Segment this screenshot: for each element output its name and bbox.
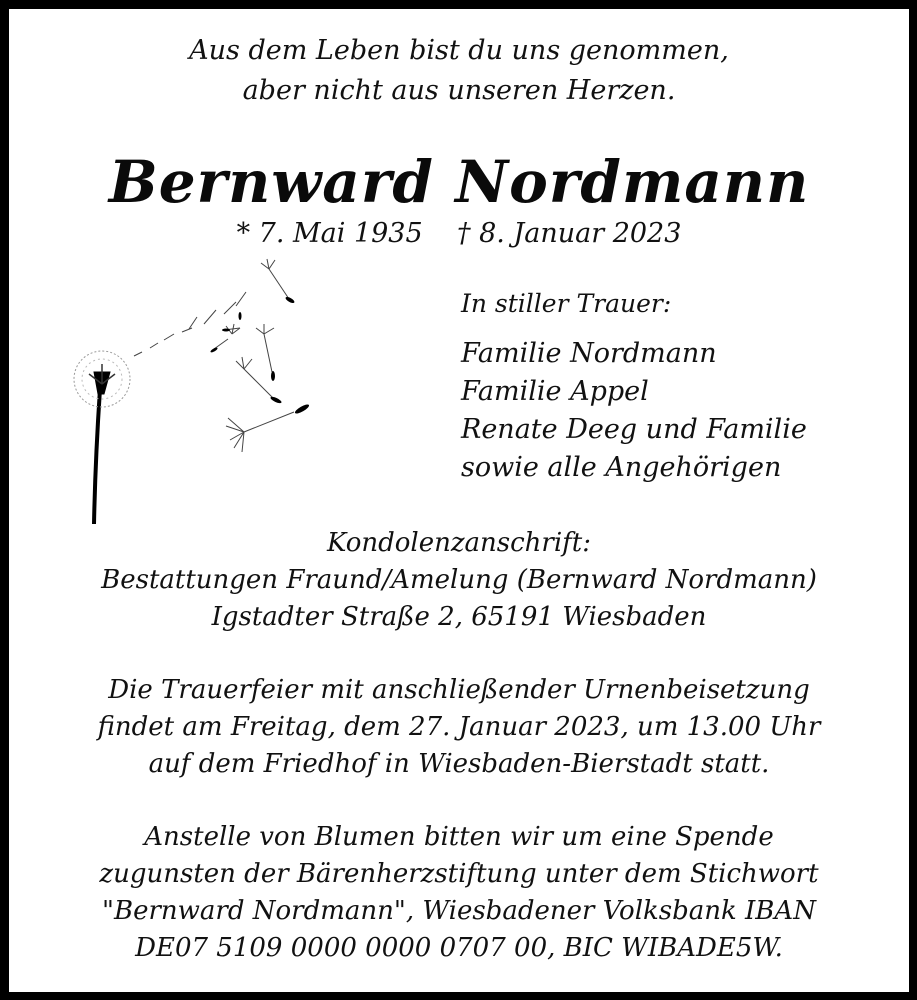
life-dates: * 7. Mai 1935 † 8. Januar 2023: [236, 218, 682, 249]
ceremony-line: Die Trauerfeier mit anschließender Urnenbeisetzung: [108, 675, 810, 705]
condolence-address-line: Igstadter Straße 2, 65191 Wiesbaden: [211, 602, 707, 632]
deceased-name: Bernward Nordmann: [108, 148, 810, 216]
donation-line: zugunsten der Bärenherzstiftung unter dem Stichwort: [99, 859, 819, 889]
motto-line-1: Aus dem Leben bist du uns genommen,: [189, 35, 729, 66]
mourner-name: Familie Appel: [461, 376, 649, 407]
donation-bank-details: DE07 5109 0000 0000 0707 00, BIC WIBADE5W.: [135, 933, 783, 963]
mourner-name: Renate Deeg und Familie: [461, 414, 807, 445]
ceremony-line: findet am Freitag, dem 27. Januar 2023, um 13.00 Uhr: [97, 712, 821, 742]
mourners-intro: In stiller Trauer:: [461, 289, 672, 318]
donation-line: "Bernward Nordmann", Wiesbadener Volksbank IBAN: [102, 896, 816, 926]
mourner-name: sowie alle Angehörigen: [461, 452, 782, 483]
condolence-address-line: Bestattungen Fraund/Amelung (Bernward Nordmann): [101, 565, 817, 595]
dandelion-icon: [64, 254, 334, 534]
donation-line: Anstelle von Blumen bitten wir um eine Spende: [144, 822, 774, 852]
mourner-name: Familie Nordmann: [461, 338, 717, 369]
mourners-block: [461, 287, 807, 487]
obituary-notice: [9, 9, 909, 992]
ceremony-line: auf dem Friedhof in Wiesbaden-Bierstadt statt.: [148, 749, 770, 779]
motto-line-2: aber nicht aus unseren Herzen.: [242, 75, 676, 106]
condolence-heading: Kondolenzanschrift:: [326, 528, 592, 558]
